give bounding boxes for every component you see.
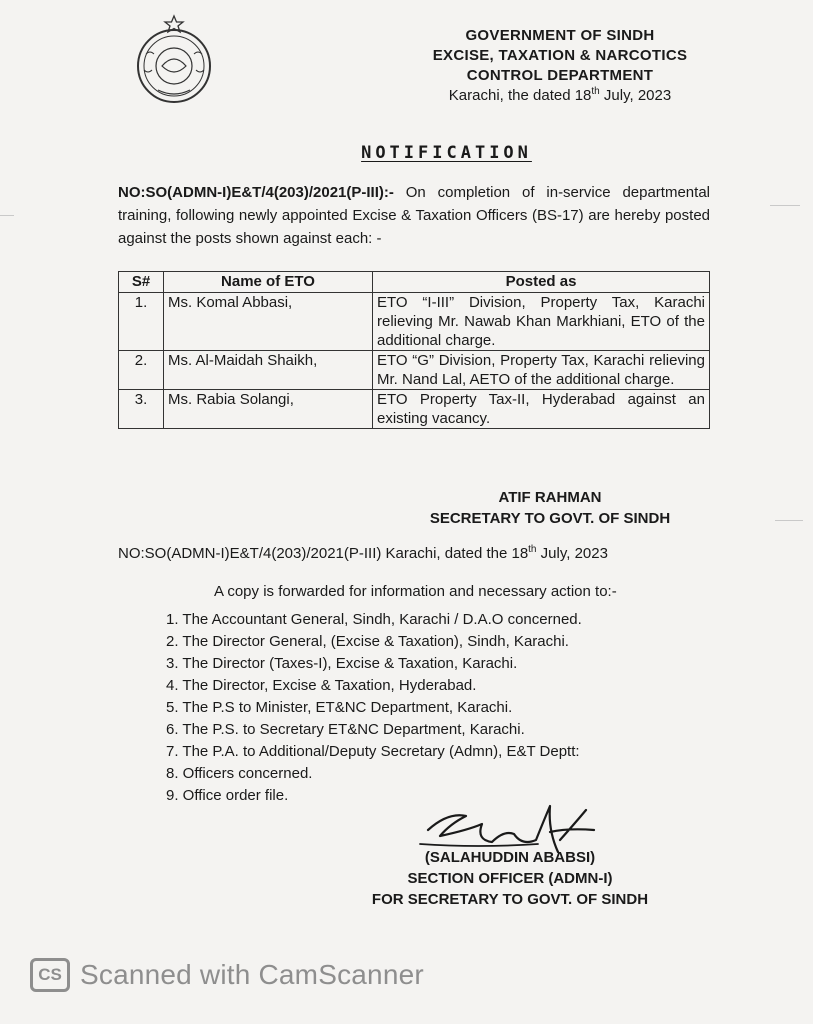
reference-number: NO:SO(ADMN-I)E&T/4(203)/2021(P-III):- bbox=[118, 184, 394, 201]
letterhead bbox=[400, 26, 720, 106]
row-sno: 1. bbox=[119, 293, 164, 351]
scan-artifact bbox=[770, 205, 800, 206]
row-name: Ms. Al-Maidah Shaikh, bbox=[164, 351, 373, 390]
copy-forwarded-line: A copy is forwarded for information and necessary action to:- bbox=[214, 583, 617, 600]
row-name: Ms. Rabia Solangi, bbox=[164, 390, 373, 429]
list-item: 3. The Director (Taxes-I), Excise & Taxation, Karachi. bbox=[166, 655, 518, 672]
notification-intro bbox=[118, 181, 710, 250]
notification-title: NOTIFICATION bbox=[361, 143, 532, 163]
letterhead-line-1: GOVERNMENT OF SINDH bbox=[465, 27, 655, 44]
signatory-name: ATIF RAHMAN bbox=[498, 489, 602, 506]
intro-text: On completion of in-service departmental training, following newly appointed Excise & Taxation Officers (BS-17) are hereby posted against the posts shown against each: - bbox=[118, 184, 710, 247]
list-item: 9. Office order file. bbox=[166, 787, 289, 804]
table-row bbox=[119, 351, 710, 390]
header-posted: Posted as bbox=[373, 272, 710, 293]
scan-artifact bbox=[775, 520, 803, 521]
watermark-text: Scanned with CamScanner bbox=[80, 959, 424, 990]
copy-reference-line: NO:SO(ADMN-I)E&T/4(203)/2021(P-III) Karachi, dated the 18th July, 2023 bbox=[118, 544, 608, 562]
camscanner-logo-icon: CS bbox=[30, 958, 70, 992]
table-row bbox=[119, 390, 710, 429]
signatory-title: SECRETARY TO GOVT. OF SINDH bbox=[429, 510, 671, 527]
letterhead-line-2: EXCISE, TAXATION & NARCOTICS bbox=[432, 47, 688, 64]
camscanner-watermark bbox=[30, 958, 424, 992]
copy-recipient-list bbox=[166, 609, 582, 807]
signatory-name: (SALAHUDDIN ABABSI) bbox=[424, 849, 596, 866]
row-posted: ETO Property Tax-II, Hyderabad against an existing vacancy. bbox=[373, 390, 710, 429]
header-name: Name of ETO bbox=[164, 272, 373, 293]
list-item: 5. The P.S to Minister, ET&NC Department, Karachi. bbox=[166, 699, 513, 716]
list-item: 7. The P.A. to Additional/Deputy Secretary (Admn), E&T Deptt: bbox=[166, 743, 580, 760]
list-item: 2. The Director General, (Excise & Taxation), Sindh, Karachi. bbox=[166, 633, 569, 650]
row-name: Ms. Komal Abbasi, bbox=[164, 293, 373, 351]
row-sno: 2. bbox=[119, 351, 164, 390]
letterhead-line-3: CONTROL DEPARTMENT bbox=[466, 67, 654, 84]
list-item: 6. The P.S. to Secretary ET&NC Department, Karachi. bbox=[166, 721, 525, 738]
list-item: 4. The Director, Excise & Taxation, Hyderabad. bbox=[166, 677, 477, 694]
row-sno: 3. bbox=[119, 390, 164, 429]
notification-heading bbox=[0, 143, 813, 163]
letterhead-date: Karachi, the dated 18th July, 2023 bbox=[448, 86, 672, 104]
signatory-section-officer bbox=[330, 847, 690, 910]
signatory-secretary bbox=[360, 487, 740, 529]
signatory-title: SECTION OFFICER (ADMN-I) bbox=[407, 870, 613, 887]
row-posted: ETO “I-III” Division, Property Tax, Karachi relieving Mr. Nawab Khan Markhiani, ETO of the additional charge. bbox=[373, 293, 710, 351]
list-item: 8. Officers concerned. bbox=[166, 765, 313, 782]
list-item: 1. The Accountant General, Sindh, Karachi / D.A.O concerned. bbox=[166, 611, 582, 628]
signatory-for-line: FOR SECRETARY TO GOVT. OF SINDH bbox=[371, 891, 649, 908]
postings-table bbox=[118, 271, 710, 429]
table-row bbox=[119, 293, 710, 351]
government-seal-icon bbox=[128, 14, 220, 106]
scan-artifact bbox=[0, 215, 14, 216]
table-header-row bbox=[119, 272, 710, 293]
header-sno: S# bbox=[119, 272, 164, 293]
row-posted: ETO “G” Division, Property Tax, Karachi relieving Mr. Nand Lal, AETO of the additional charge. bbox=[373, 351, 710, 390]
